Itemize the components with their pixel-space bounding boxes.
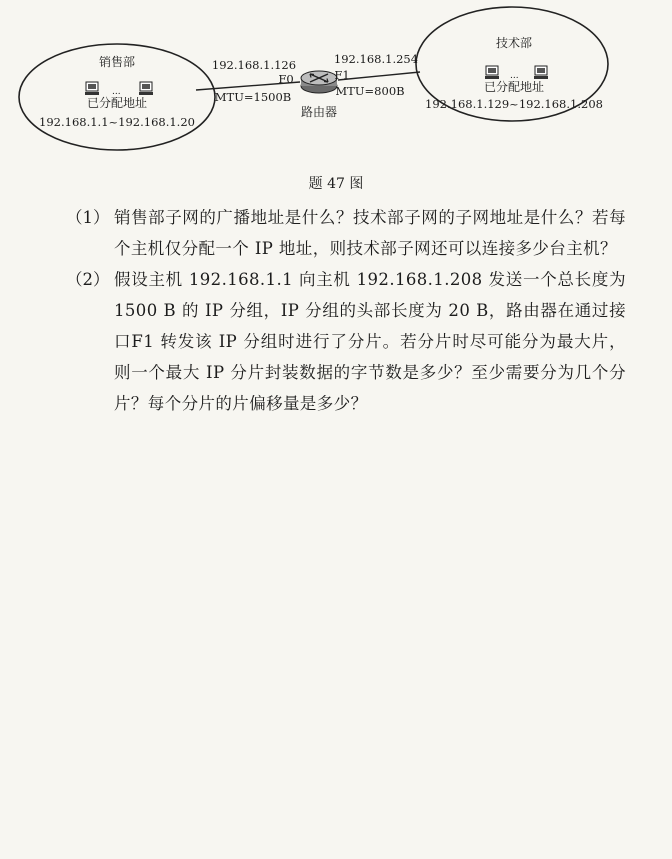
link-f1: [338, 72, 420, 80]
sales-assigned-label: 已分配地址: [86, 96, 148, 110]
figure-caption: 题 47 图: [308, 176, 364, 192]
question-list: [66, 202, 626, 419]
question-number: （2）: [66, 270, 110, 289]
router-name: 路由器: [300, 105, 338, 119]
f0-ip: 192.168.1.126: [211, 58, 297, 72]
tech-assigned-label: 已分配地址: [483, 80, 545, 94]
f1-name: F1: [334, 68, 350, 82]
network-diagram: [0, 0, 672, 200]
f1-mtu: MTU=800B: [335, 84, 405, 98]
tech-range: 192.168.1.129~192.168.1.208: [425, 97, 603, 111]
question-item: [66, 264, 626, 419]
sales-computer-icon: [139, 82, 153, 95]
sales-range: 192.168.1.1~192.168.1.20: [39, 115, 195, 129]
sales-name: 销售部: [98, 55, 136, 69]
f0-name: F0: [278, 72, 294, 86]
question-text: 销售部子网的广播地址是什么？技术部子网的子网地址是什么？若每个主机仅分配一个 IP 地址，则技术部子网还可以连接多少台主机？: [114, 208, 626, 258]
router-icon: [301, 71, 337, 93]
f0-mtu: MTU=1500B: [214, 90, 292, 104]
tech-computer-icon: [534, 66, 548, 79]
tech-computer-icon: [485, 66, 499, 79]
sales-ellipsis: ...: [112, 87, 121, 97]
sales-computer-icon: [85, 82, 99, 95]
f1-ip: 192.168.1.254: [333, 52, 419, 66]
question-number: （1）: [66, 208, 110, 227]
question-text: 假设主机 192.168.1.1 向主机 192.168.1.208 发送一个总长度为1500 B 的 IP 分组，IP 分组的头部长度为 20 B，路由器在通过接口F1 转发该 IP 分组时进行了分片。若分片时尽可能分为最大片，则一个最大 IP 分片封装数据的字节数是多少？至少需要分为几个分片？每个分片的片偏移量是多少？: [114, 270, 626, 413]
tech-name: 技术部: [495, 36, 533, 50]
tech-ellipsis: ...: [510, 71, 519, 81]
question-item: [66, 202, 626, 264]
